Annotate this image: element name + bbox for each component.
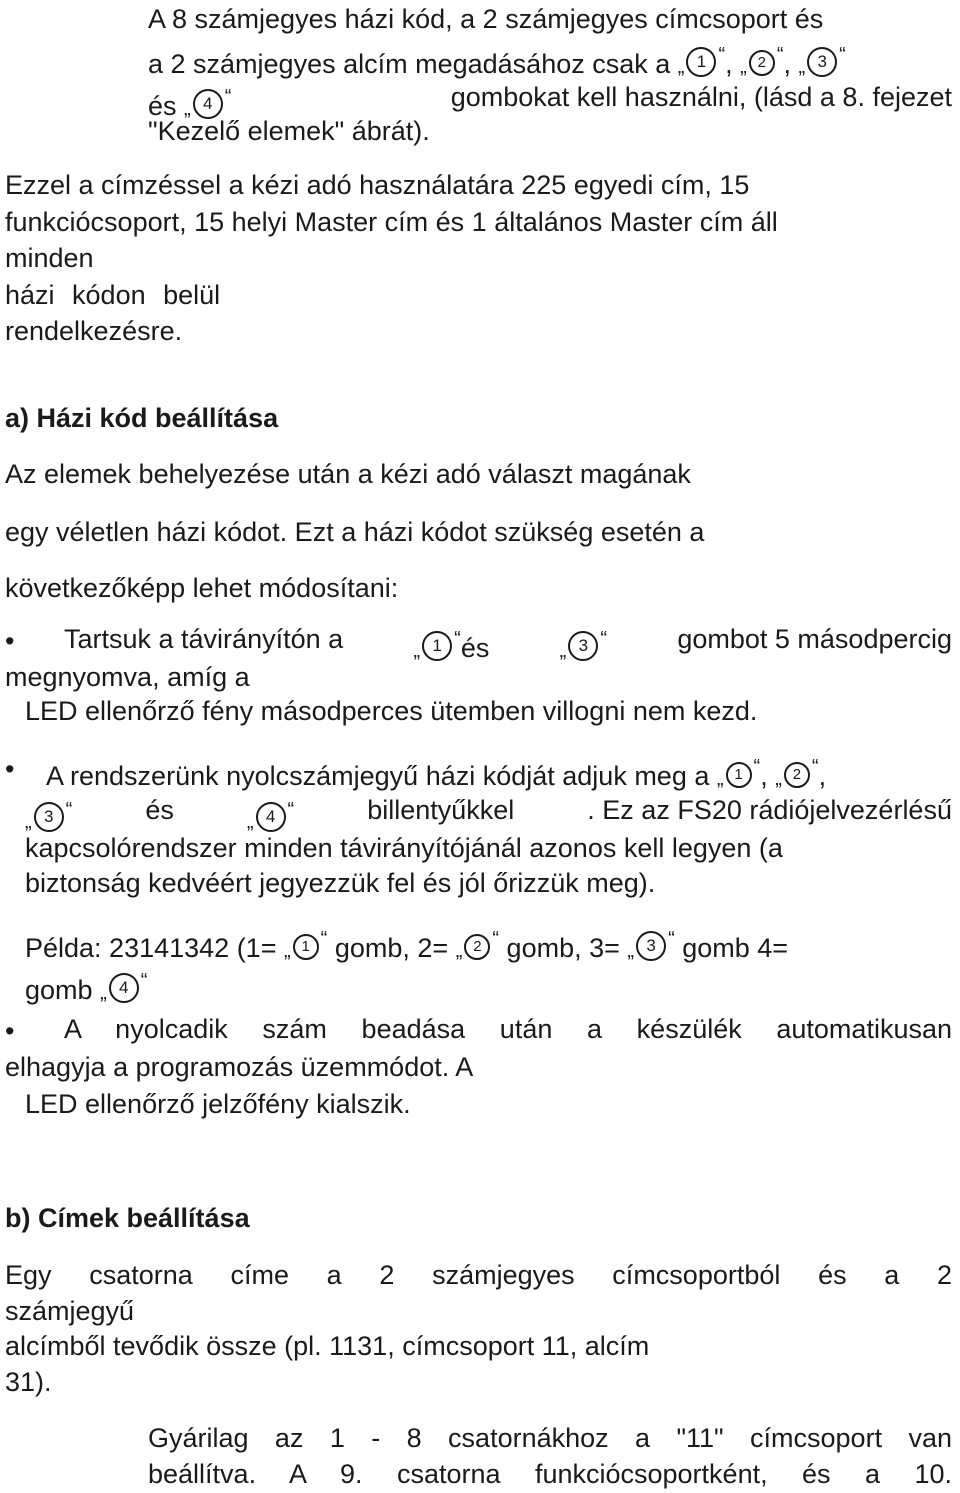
quote-close: “ xyxy=(140,970,148,992)
example-line-1 xyxy=(25,922,788,968)
button-2-icon: 2 xyxy=(784,762,810,788)
p1-line-1: A 8 számjegyes házi kód, a 2 számjegyes címcsoport és xyxy=(148,4,824,34)
section-b-p2-line-1: Gyárilag az 1 - 8 csatornákhoz a "11" címcsoport van xyxy=(148,1423,952,1453)
bullet-3-marker: • xyxy=(5,1016,15,1046)
button-1-icon: 1 xyxy=(686,47,716,77)
example-gomb-3: gomb, 3= xyxy=(506,933,620,963)
bullet-2-billentyukkel: billentyűkkel xyxy=(367,795,515,825)
button-4-icon: 4 xyxy=(109,973,139,1003)
section-b-line-3: alcímből tevődik össze (pl. 1131, címcsoport 11, alcím xyxy=(5,1331,650,1361)
quote-close: “ xyxy=(600,628,608,650)
section-a-line-1: Az elemek behelyezése után a kézi adó választ magának xyxy=(5,459,691,489)
p2-line-3: minden xyxy=(5,243,94,273)
bullet-1-post: gombot 5 másodpercig xyxy=(677,624,952,654)
p2-line-2: funkciócsoport, 15 helyi Master cím és 1 általános Master cím áll xyxy=(5,207,778,237)
button-2-icon: 2 xyxy=(464,934,490,960)
p2-line-5: rendelkezésre. xyxy=(5,316,183,346)
quote-open: „ xyxy=(413,640,421,662)
bullet-1-marker: • xyxy=(5,626,15,656)
bullet-3-line-2: elhagyja a programozás üzemmódot. A xyxy=(5,1052,474,1082)
button-4-icon: 4 xyxy=(193,89,223,119)
quote-close: “ xyxy=(320,928,328,950)
quote-open: „ xyxy=(455,940,463,962)
quote-close: “ xyxy=(811,756,819,778)
bullet-3-line-1-text: A nyolcadik szám beadása után a készülék automatikusan xyxy=(64,1014,952,1044)
bullet-2-line-4: biztonság kedvéért jegyezzük fel és jól őrizzük meg). xyxy=(25,868,656,898)
quote-open: „ xyxy=(627,940,635,962)
section-b-line-2: számjegyű xyxy=(5,1296,135,1326)
section-b-line-4: 31). xyxy=(5,1367,52,1397)
button-3-icon: 3 xyxy=(807,47,837,77)
button-1-icon: 1 xyxy=(293,934,319,960)
bullet-2-pre: A rendszerünk nyolcszámjegyű házi kódját adjuk meg a xyxy=(46,761,710,791)
quote-close: “ xyxy=(839,44,846,66)
quote-close: “ xyxy=(776,44,784,66)
bullet-3-line-3: LED ellenőrző jelzőfény kialszik. xyxy=(25,1089,411,1119)
button-2-icon: 2 xyxy=(749,50,775,76)
example-gomb-2: gomb, 2= xyxy=(334,933,449,963)
button-3-icon: 3 xyxy=(636,931,666,961)
quote-close: “ xyxy=(287,799,295,821)
quote-open: „ xyxy=(677,56,685,78)
quote-close: “ xyxy=(718,44,726,66)
bullet-2-line-3: kapcsolórendszer minden távirányítójánál azonos kell legyen (a xyxy=(25,833,783,863)
quote-open: „ xyxy=(740,56,747,78)
example-gomb-word: gomb xyxy=(25,975,93,1005)
button-3-icon: 3 xyxy=(568,631,598,661)
section-a-line-3: következőképp lehet módosítani: xyxy=(5,573,399,603)
p2-line-4: házi kódon belül xyxy=(5,280,221,310)
quote-close: “ xyxy=(492,928,500,950)
section-a-heading: a) Házi kód beállítása xyxy=(5,403,279,433)
section-b-p2-line-2: beállítva. A 9. csatorna funkciócsoportként, és a 10. xyxy=(148,1459,952,1489)
quote-open: „ xyxy=(559,640,567,662)
button-3-icon: 3 xyxy=(34,802,64,832)
section-b-heading: b) Címek beállítása xyxy=(5,1203,250,1233)
p1-line-2: a 2 számjegyes alcím megadásához csak a „ 1 “, „ 2 “, „ 3 “ xyxy=(148,44,846,79)
p1-line-4: "Kezelő elemek" ábrát). xyxy=(148,116,430,146)
quote-close: “ xyxy=(753,756,761,778)
bullet-1-buttons xyxy=(413,622,489,668)
example-line-2 xyxy=(25,964,147,1010)
section-b-line-1: Egy csatorna címe a 2 számjegyes címcsoportból és a 2 xyxy=(5,1260,952,1290)
quote-close: “ xyxy=(454,628,461,650)
quote-close: “ xyxy=(224,86,232,108)
quote-open: „ xyxy=(775,768,782,790)
p1-es-word: és xyxy=(148,91,177,121)
quote-open: „ xyxy=(716,768,724,790)
section-a-line-2: egy véletlen házi kódot. Ezt a házi kódot szükség esetén a xyxy=(5,517,705,547)
p1-line-2-text: a 2 számjegyes alcím megadásához csak a xyxy=(148,49,671,79)
quote-close: “ xyxy=(668,928,675,950)
p2-line-1: Ezzel a címzéssel a kézi adó használatára 225 egyedi cím, 15 xyxy=(5,170,750,200)
example-gomb-4: gomb 4= xyxy=(682,933,789,963)
button-4-icon: 4 xyxy=(256,802,286,832)
quote-open: „ xyxy=(184,98,191,120)
bullet-2-es: és xyxy=(145,795,174,825)
bullet-2-line-1: A rendszerünk nyolcszámjegyű házi kódját adjuk meg a „ 1 “, „ 2 “, xyxy=(46,756,827,791)
quote-open: „ xyxy=(283,940,291,962)
bullet-1-line-2: megnyomva, amíg a xyxy=(5,662,250,692)
bullet-2-post: . Ez az FS20 rádiójelvezérlésű xyxy=(587,795,952,825)
example-pre: Példa: 23141342 (1= xyxy=(25,933,277,963)
quote-open: „ xyxy=(25,811,32,833)
button-1-icon: 1 xyxy=(422,631,452,661)
bullet-1-button-3 xyxy=(560,622,607,668)
p1-line-3-text: gombokat kell használni, (lásd a 8. fejezet xyxy=(450,82,952,112)
quote-open: „ xyxy=(246,811,254,833)
bullet-2-marker: • xyxy=(5,754,15,784)
bullet-1-es: és xyxy=(460,633,490,663)
quote-open: „ xyxy=(798,56,806,78)
quote-close: “ xyxy=(65,799,73,821)
bullet-1-pre: Tartsuk a távirányítón a xyxy=(64,624,344,654)
button-1-icon: 1 xyxy=(726,762,752,788)
bullet-3-line-1 xyxy=(64,1012,952,1046)
quote-open: „ xyxy=(100,982,107,1004)
bullet-1-line-3: LED ellenőrző fény másodperces ütemben villogni nem kezd. xyxy=(25,696,758,726)
